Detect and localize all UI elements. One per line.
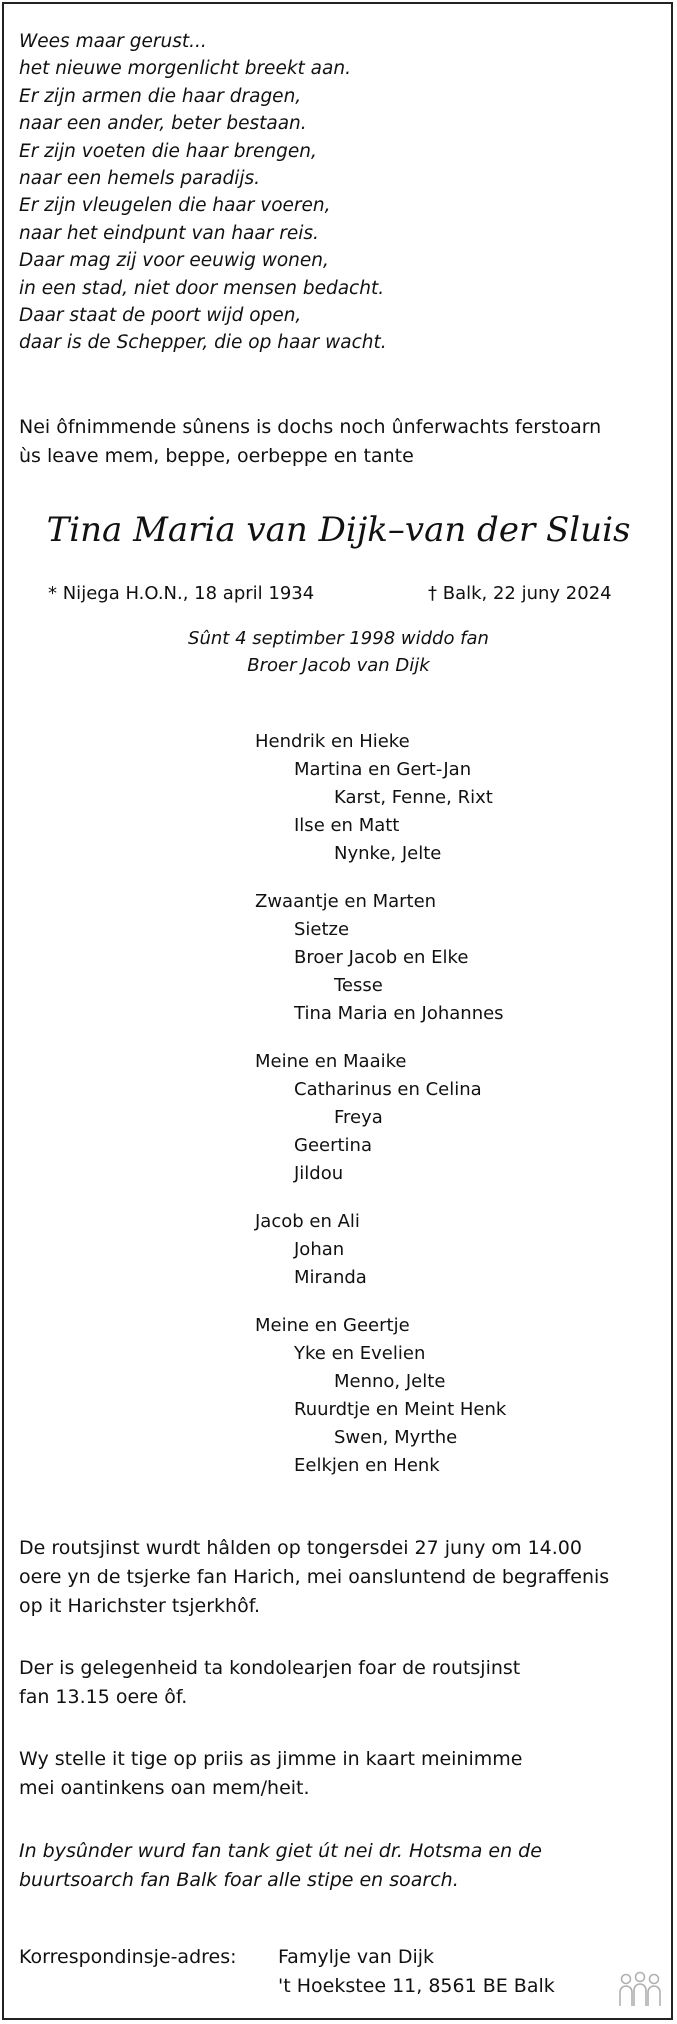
correspondence-label: Korrespondinsje-adres: bbox=[19, 1946, 237, 1968]
widow-note bbox=[0, 625, 677, 679]
family-grandchild: Catharinus en Celina bbox=[294, 1079, 482, 1100]
poem-line: Er zijn vleugelen die haar voeren, bbox=[19, 195, 331, 217]
request-line: mei oantinkens oan mem/heit. bbox=[19, 1777, 310, 1799]
family-group-spacer bbox=[255, 1028, 506, 1048]
thanks-note bbox=[19, 1837, 542, 1895]
poem-line: Er zijn armen die haar dragen, bbox=[19, 85, 302, 107]
service-line: De routsjinst wurdt hâlden op tongersdei 27 juny om 14.00 bbox=[19, 1537, 582, 1559]
card-request bbox=[19, 1745, 522, 1803]
family-child: Meine en Maaike bbox=[255, 1051, 407, 1072]
thanks-line: In bysûnder wurd fan tank giet út nei dr. Hotsma en de bbox=[19, 1840, 542, 1862]
widow-line: Sûnt 4 septimber 1998 widdo fan bbox=[188, 628, 489, 649]
birth-date: * Nijega H.O.N., 18 april 1934 bbox=[48, 583, 315, 604]
family-grandchild: Ilse en Matt bbox=[294, 815, 400, 836]
intro-line: ùs leave mem, beppe, oerbeppe en tante bbox=[19, 445, 414, 467]
poem-line: Daar staat de poort wijd open, bbox=[19, 305, 302, 327]
family-grandchild: Eelkjen en Henk bbox=[294, 1455, 440, 1476]
family-grandchild: Jildou bbox=[294, 1163, 344, 1184]
family-grandchild: Miranda bbox=[294, 1267, 367, 1288]
poem-line: naar een ander, beter bestaan. bbox=[19, 113, 307, 135]
widow-line: Broer Jacob van Dijk bbox=[247, 655, 430, 676]
family-grandchild: Tina Maria en Johannes bbox=[294, 1003, 504, 1024]
family-child: Jacob en Ali bbox=[255, 1211, 360, 1232]
thanks-line: buurtsoarch fan Balk foar alle stipe en soarch. bbox=[19, 1869, 459, 1891]
address-line: Famylje van Dijk bbox=[278, 1946, 435, 1968]
family-grandchild: Yke en Evelien bbox=[294, 1343, 426, 1364]
family-grandchild: Johan bbox=[294, 1239, 345, 1260]
poem-line: naar het eindpunt van haar reis. bbox=[19, 222, 319, 244]
poem-line: in een stad, niet door mensen bedacht. bbox=[19, 277, 385, 299]
intro-text bbox=[19, 413, 601, 471]
poem-line: naar een hemels paradijs. bbox=[19, 168, 260, 190]
family-great-grandchild: Tesse bbox=[334, 975, 383, 996]
condolence-line: Der is gelegenheid ta kondolearjen foar de routsjinst bbox=[19, 1657, 521, 1679]
family-grandchild: Broer Jacob en Elke bbox=[294, 947, 469, 968]
correspondence-address bbox=[278, 1943, 555, 2001]
condolence-info bbox=[19, 1654, 520, 1712]
service-line: op it Harichster tsjerkhôf. bbox=[19, 1595, 261, 1617]
poem-line: het nieuwe morgenlicht breekt aan. bbox=[19, 58, 351, 80]
poem-line: Er zijn voeten die haar brengen, bbox=[19, 140, 317, 162]
poem-line: Daar mag zij voor eeuwig wonen, bbox=[19, 250, 329, 272]
family-great-grandchild: Swen, Myrthe bbox=[334, 1427, 458, 1448]
family-list bbox=[255, 728, 506, 1480]
family-great-grandchild: Karst, Fenne, Rixt bbox=[334, 787, 493, 808]
poem-line: daar is de Schepper, die op haar wacht. bbox=[19, 332, 387, 354]
family-grandchild: Martina en Gert-Jan bbox=[294, 759, 472, 780]
service-line: oere yn de tsjerke fan Harich, mei oansluntend de begraffenis bbox=[19, 1566, 610, 1588]
poem-line: Wees maar gerust... bbox=[19, 31, 207, 52]
family-great-grandchild: Nynke, Jelte bbox=[334, 843, 442, 864]
address-line: 't Hoekstee 11, 8561 BE Balk bbox=[278, 1975, 555, 1997]
family-child: Zwaantje en Marten bbox=[255, 891, 437, 912]
family-group-spacer bbox=[255, 1188, 506, 1208]
service-info bbox=[19, 1534, 609, 1621]
family-group-spacer bbox=[255, 1292, 506, 1312]
poem bbox=[19, 28, 387, 357]
death-date: † Balk, 22 juny 2024 bbox=[428, 583, 612, 604]
family-great-grandchild: Menno, Jelte bbox=[334, 1371, 446, 1392]
family-grandchild: Sietze bbox=[294, 919, 350, 940]
family-group-spacer bbox=[255, 868, 506, 888]
family-grandchild: Geertina bbox=[294, 1135, 372, 1156]
deceased-name: Tina Maria van Dijk–van der Sluis bbox=[46, 510, 631, 550]
people-group-icon bbox=[617, 1970, 663, 2008]
family-child: Hendrik en Hieke bbox=[255, 731, 410, 752]
family-child: Meine en Geertje bbox=[255, 1315, 410, 1336]
intro-line: Nei ôfnimmende sûnens is dochs noch ûnferwachts ferstoarn bbox=[19, 416, 602, 438]
request-line: Wy stelle it tige op priis as jimme in kaart meinimme bbox=[19, 1748, 523, 1770]
family-grandchild: Ruurdtje en Meint Henk bbox=[294, 1399, 507, 1420]
condolence-line: fan 13.15 oere ôf. bbox=[19, 1686, 188, 1708]
family-great-grandchild: Freya bbox=[334, 1107, 383, 1128]
